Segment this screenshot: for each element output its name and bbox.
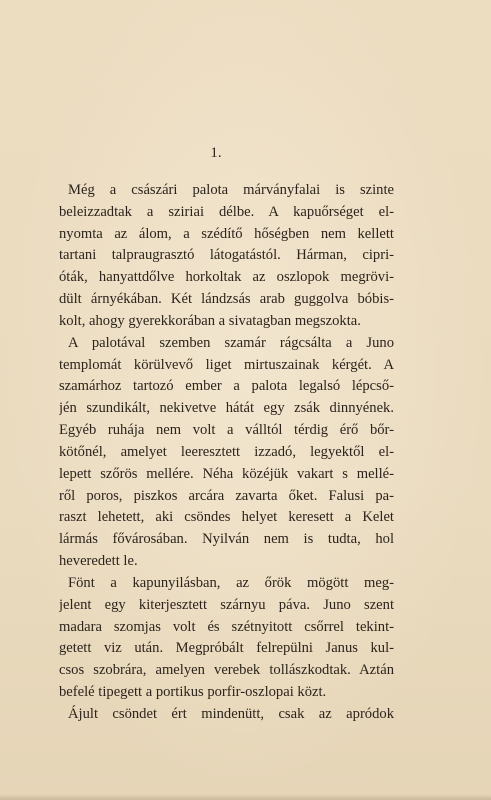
text-line: A palotával szemben szamár rágcsálta a Juno bbox=[68, 334, 394, 351]
chapter-number: 1. bbox=[210, 145, 222, 161]
text-line: raszt lehetett, aki csöndes helyet keresett a Kelet bbox=[59, 509, 394, 526]
text-line: dült árnyékában. Két lándzsás arab guggolva bóbis- bbox=[59, 291, 394, 308]
text-line: lepett szőrös mellére. Néha közéjük vakart s mellé- bbox=[59, 465, 394, 482]
text-line: óták, hanyattdőlve horkoltak az oszlopok megrövi- bbox=[59, 269, 394, 286]
text-line: beleizzadtak a sziriai délbe. A kapuőrséget el- bbox=[59, 203, 394, 220]
text-line: kötőnél, amelyet leeresztett izzadó, legyektől el- bbox=[59, 443, 394, 460]
text-line: Még a császári palota márványfalai is szinte bbox=[68, 182, 394, 198]
text-line: templomát körülvevő liget mirtuszainak kérgét. A bbox=[59, 356, 394, 373]
text-line: tartani talpraugrasztó látogatástól. Hárman, cipri- bbox=[59, 247, 394, 264]
text-line: jén szundikált, nekivetve hátát egy zsák dinnyének. bbox=[59, 400, 394, 417]
text-line: madara szomjas volt és szétnyitott csőrrel tekint- bbox=[59, 618, 394, 635]
body-text bbox=[59, 180, 394, 726]
text-line: ről poros, piszkos arcára zavarta őket. Falusi pa- bbox=[59, 487, 394, 504]
text-line: Fönt a kapunyilásban, az őrök mögött meg- bbox=[68, 574, 394, 591]
text-line: befelé tipegett a portikus porfir-oszlopai közt. bbox=[59, 684, 327, 701]
text-line: lármás fővárosában. Nyilván nem is tudta, hol bbox=[59, 531, 394, 548]
text-line: szamárhoz tartozó ember a palota legalsó lépcső- bbox=[59, 378, 394, 395]
text-line: nyomta az álom, a szédítő hőségben nem kellett bbox=[59, 225, 394, 242]
text-line: jelent egy kiterjesztett szárnyu páva. Juno szent bbox=[59, 596, 394, 613]
text-line: csos szobrára, amelyen verebek tollászkodtak. Aztán bbox=[59, 662, 394, 679]
text-line: Ájult csöndet ért mindenütt, csak az apródok bbox=[68, 705, 394, 722]
text-line: Egyéb ruhája nem volt a válltól térdig érő bőr- bbox=[59, 422, 394, 439]
text-line: getett viz után. Megpróbált felrepülni Janus kul- bbox=[59, 640, 394, 657]
text-line: kolt, ahogy gyerekkorában a sivatagban megszokta. bbox=[59, 312, 361, 329]
text-line: heveredett le. bbox=[59, 553, 138, 570]
